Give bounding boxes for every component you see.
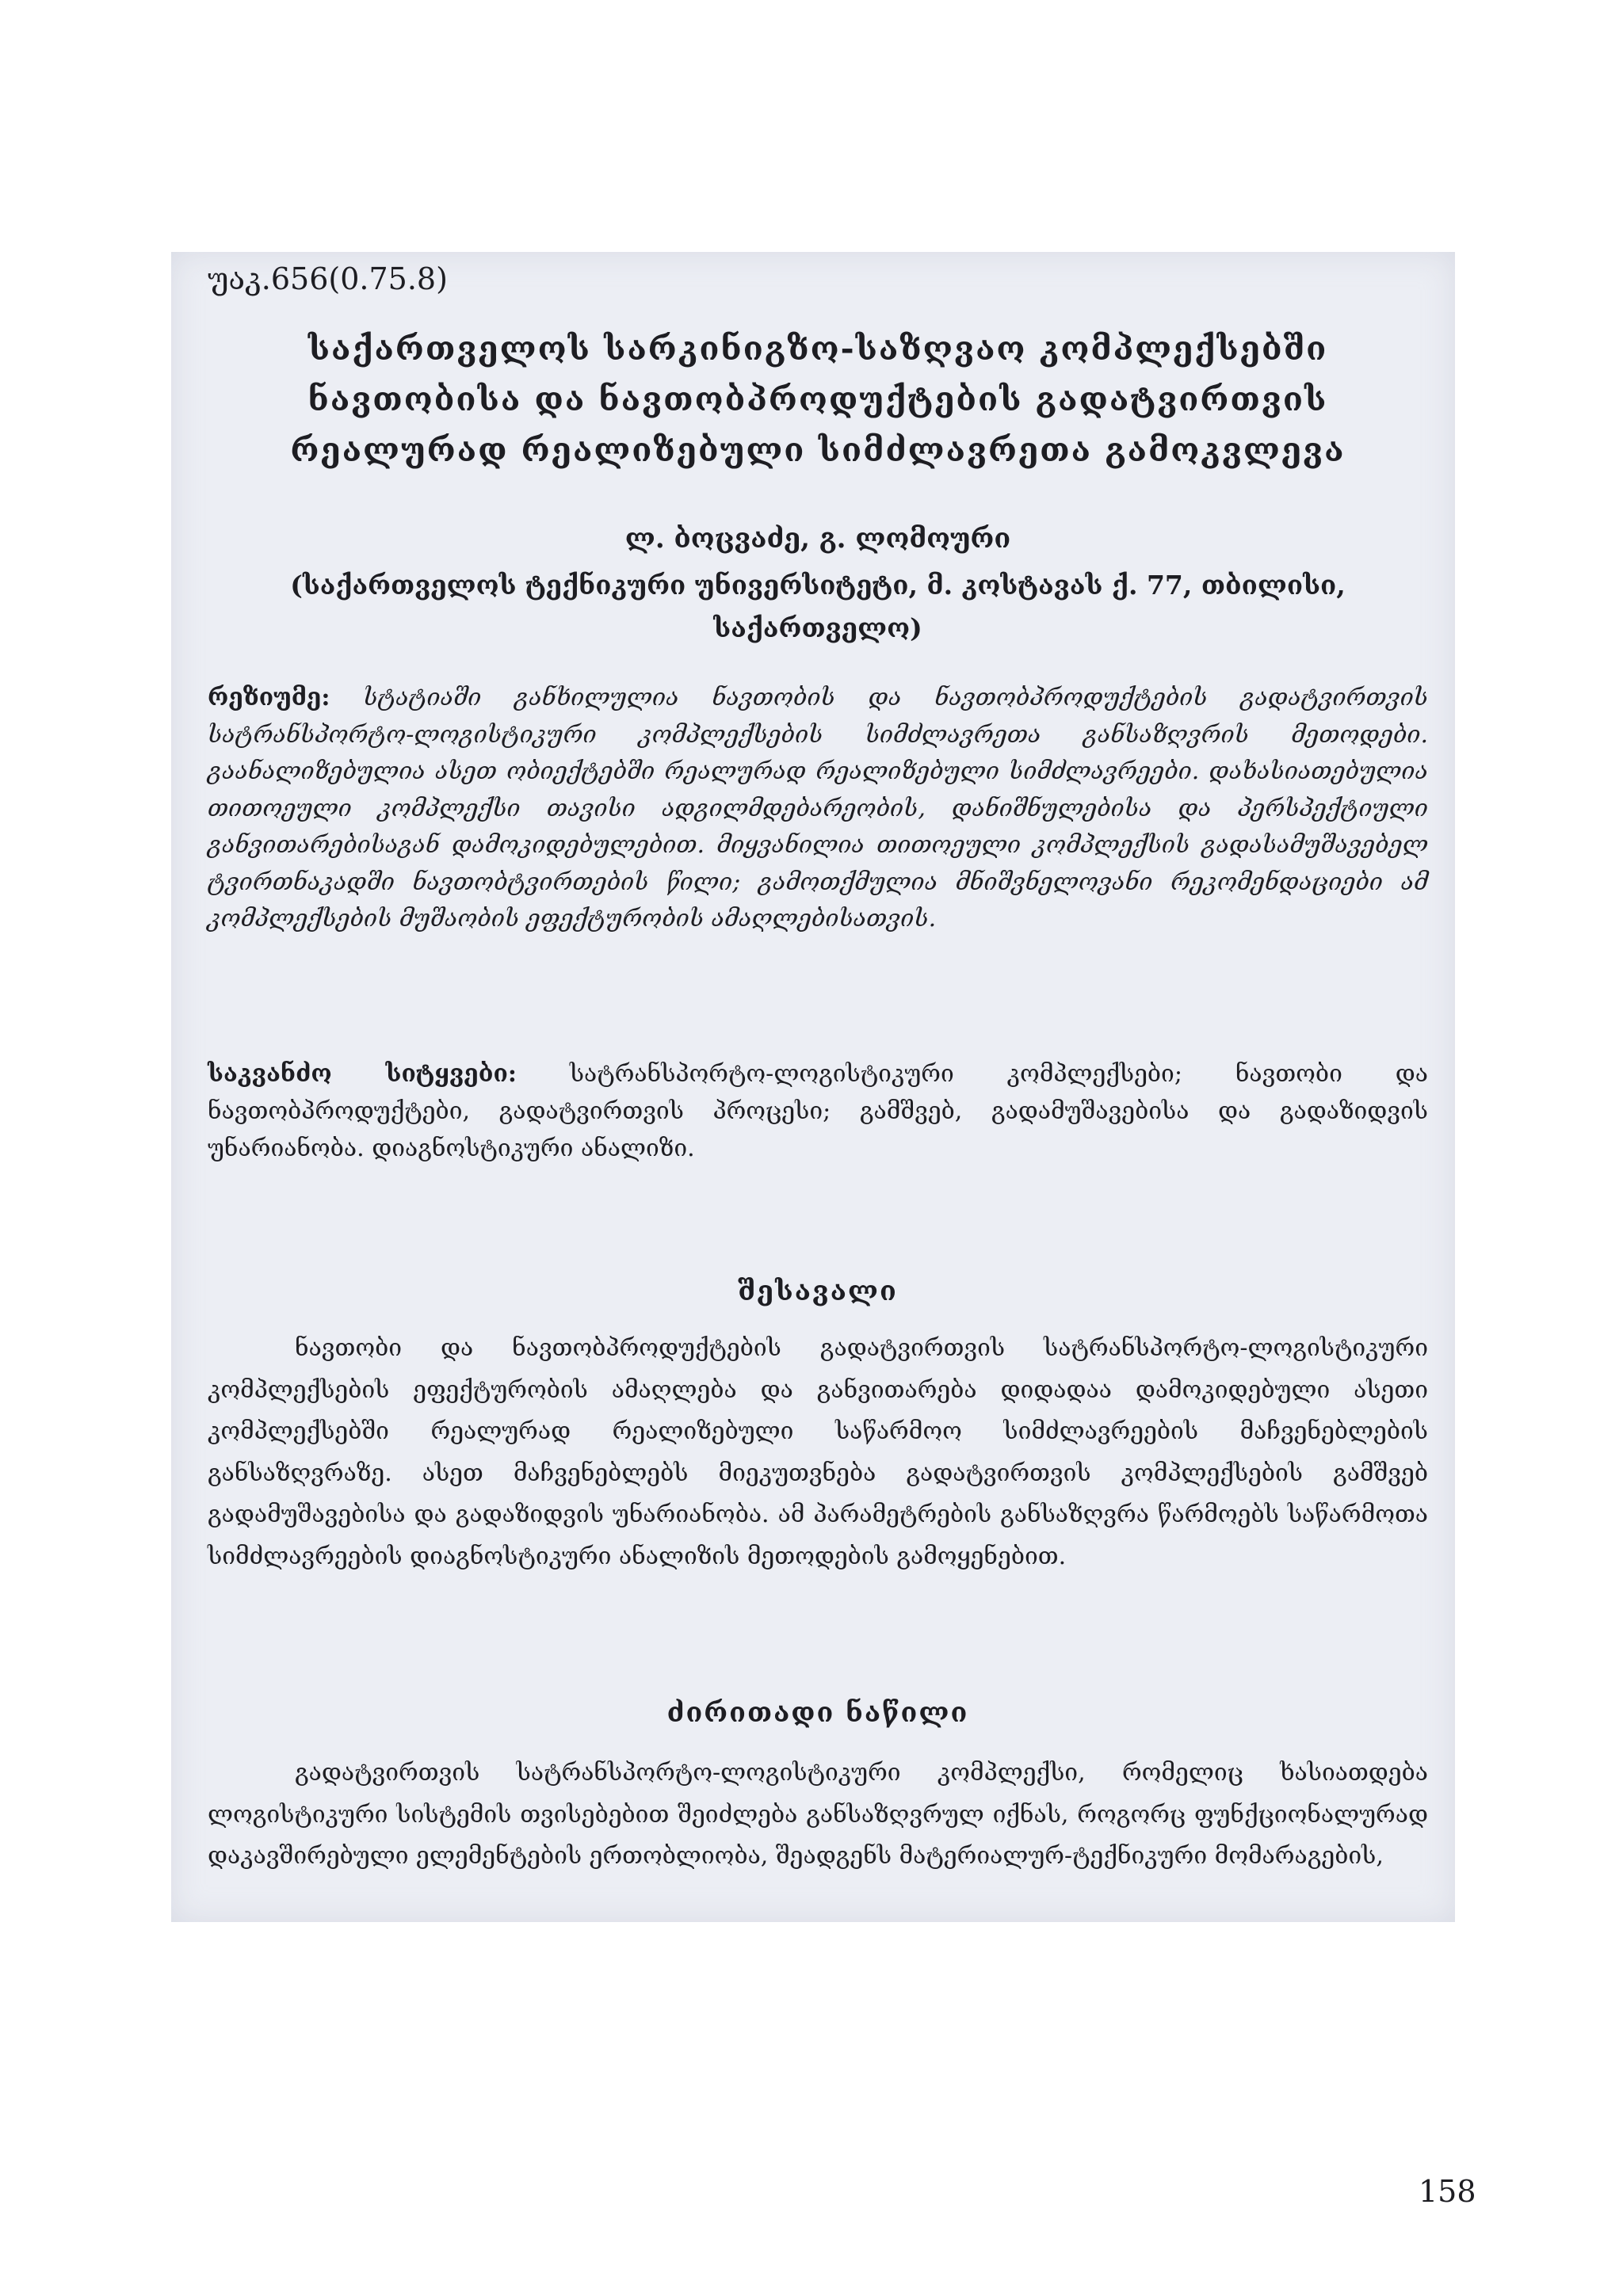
keywords-label: საკვანძო სიტყვები: (208, 1060, 517, 1088)
udc-code: უაკ.656(0.75.8) (208, 261, 448, 296)
introduction-paragraph: ნავთობი და ნავთობპროდუქტების გადატვირთვის სატრანსპორტო-ლოგისტიკური კომპლექსების ეფექტურობის ამაღლება და განვითარება დიდადაა დამოკიდებული ასეთი კომპლექსებში რეალურად რეალიზებული საწარმოო სიმძლავრეების მაჩვენებლების განსაზღვრაზე. ასეთ მაჩვენებლებს მიეკუთვნება გადატვირთვის კომპლექსების გამშვებ გადამუშავებისა და გადაზიდვის უნარიანობა. ამ პარამეტრების განსაზღვრა წარმოებს საწარმოთა სიმძლავრეების დიაგნოსტიკური ანალიზის მეთოდების გამოყენებით. (208, 1334, 1428, 1570)
section-heading-main-part: ძირითადი ნაწილი (666, 1697, 969, 1729)
authors: ლ. ბოცვაძე, გ. ლომოური (624, 523, 1011, 555)
abstract-label: რეზიუმე: (208, 684, 330, 711)
affiliation: (საქართველოს ტექნიკური უნივერსიტეტი, მ. კოსტავას ქ. 77, თბილისი, საქართველო) (290, 570, 1346, 643)
main-part-paragraph: გადატვირთვის სატრანსპორტო-ლოგისტიკური კომპლექსი, რომელიც ხასიათდება ლოგისტიკური სისტემის თვისებებით შეიძლება განსაზღვრულ იქნას, როგორც ფუნქციონალურად დაკავშირებული ელემენტების ერთობლიობა, შეადგენს მატერიალურ-ტექნიკური მომარაგების, (208, 1759, 1428, 1870)
section-heading-introduction: შესავალი (738, 1276, 898, 1307)
abstract (208, 680, 1428, 938)
keywords (208, 1055, 1428, 1167)
abstract-text: სტატიაში განხილულია ნავთობის და ნავთობპროდუქტების გადატვირთვის სატრანსპორტო-ლოგისტიკური კომპლექსების სიმძლავრეთა განსაზღვრის მეთოდები. გაანალიზებულია ასეთ ობიექტებში რეალურად რეალიზებული სიმძლავრეები. დახასიათებულია თითოეული კომპლექსი თავისი ადგილმდებარეობის, დანიშნულებისა და პერსპექტიული განვითარებისაგან დამოკიდებულებით. მიყვანილია თითოეული კომპლექსის გადასამუშავებელ ტვირთნაკადში ნავთობტვირთების წილი; გამოთქმულია მნიშვნელოვანი რეკომენდაციები ამ კომპლექსების მუშაობის ეფექტურობის ამაღლებისათვის. (208, 684, 1428, 933)
paper-title: საქართველოს სარკინიგზო-საზღვაო კომპლექსებში ნავთობისა და ნავთობპროდუქტების გადატვირთვის რეალურად რეალიზებული სიმძლავრეთა გამოკვლევა (290, 330, 1346, 469)
keywords-text: სატრანსპორტო-ლოგისტიკური კომპლექსები; ნავთობი და ნავთობპროდუქტები, გადატვირთვის პროცესი; გამშვებ, გადამუშავებისა და გადაზიდვის უნარიანობა. დიაგნოსტიკური ანალიზი. (208, 1060, 1428, 1162)
page-number: 158 (1419, 2174, 1476, 2209)
